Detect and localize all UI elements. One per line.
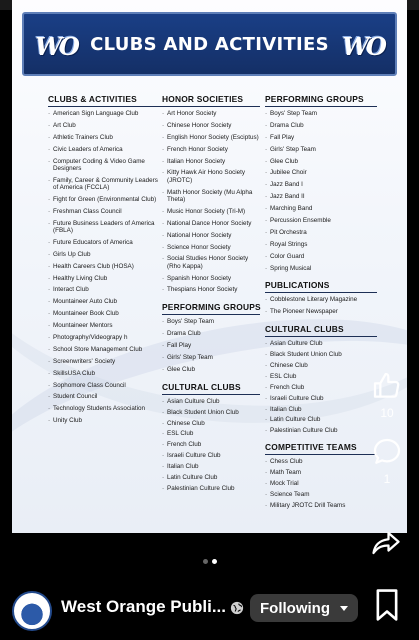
list-item: · Royal Strings [265,241,377,248]
action-rail [367,368,407,500]
school-logo: WO [342,31,384,61]
like-count: 10 [380,406,394,420]
carousel-dot-active[interactable] [212,559,217,564]
competitive-list [265,458,377,509]
poster-banner [22,12,397,76]
list-item: · Black Student Union Club [265,351,377,358]
list-item: · Jazz Band II [265,193,377,200]
list-item: · Chinese Club [265,362,377,369]
list-item: · School Store Management Club [48,346,164,353]
section-heading: CULTURAL CLUBS [162,382,260,395]
list-item: · Pit Orchestra [265,229,377,236]
list-item: · SkillsUSA Club [48,370,164,377]
list-item: · Math Honor Society (Mu Alpha Theta) [162,189,260,204]
list-item: · Thespians Honor Society [162,286,260,293]
performing-list [265,110,377,272]
list-item: · Israeli Culture Club [162,452,260,459]
list-item: · National Dance Honor Society [162,220,260,227]
poster-title: CLUBS AND ACTIVITIES [90,33,329,55]
list-item: · ESL Club [162,430,260,437]
list-item: · Fight for Green (Environmental Club) [48,196,164,203]
avatar-image [15,594,49,628]
list-item: · Science Honor Society [162,244,260,251]
list-item: · Jubilee Choir [265,169,377,176]
list-item: · Art Club [48,122,164,129]
list-item: · Girls' Step Team [162,354,260,361]
cultural-list [265,340,377,434]
section-heading: CLUBS & ACTIVITIES [48,94,164,107]
list-item: · Cobblestone Literary Magazine [265,296,377,303]
list-item: · Healthy Living Club [48,275,164,282]
list-item: · Asian Culture Club [162,398,260,405]
section-heading: PERFORMING GROUPS [162,302,260,315]
list-item: · Fall Play [162,342,260,349]
poster-image [12,0,407,533]
chevron-down-icon [340,606,348,611]
list-item: · Girls Up Club [48,251,164,258]
share-icon [371,530,401,556]
list-item: · Jazz Band I [265,181,377,188]
column-honor [162,94,260,496]
like-button[interactable] [369,368,405,404]
list-item: · Screenwriters' Society [48,358,164,365]
list-item: · Music Honor Society (Tri-M) [162,208,260,215]
list-item: · Mountaineer Auto Club [48,298,164,305]
list-item: · Boys' Step Team [162,318,260,325]
carousel-dots [0,559,419,564]
performing-list [162,318,260,373]
section-heading: PUBLICATIONS [265,280,377,293]
list-item: · Girls' Step Team [265,146,377,153]
following-button[interactable] [250,594,358,622]
list-item: · Glee Club [265,158,377,165]
list-item: · Chess Club [265,458,377,465]
list-item: · The Pioneer Newspaper [265,308,377,315]
column-performing [265,94,377,513]
carousel-dot[interactable] [203,559,208,564]
list-item: · Italian Club [265,406,377,413]
comment-icon [371,436,403,468]
honor-list [162,110,260,294]
list-item: · Photography/Videograpy h [48,334,164,341]
list-item: · Marching Band [265,205,377,212]
bookmark-icon[interactable] [373,588,401,622]
list-item: · Student Council [48,393,164,400]
list-item: · Italian Club [162,463,260,470]
list-item: · National Honor Society [162,232,260,239]
list-item: · Technology Students Association [48,405,164,412]
avatar[interactable] [12,591,52,631]
list-item: · Unity Club [48,417,164,424]
comment-button[interactable] [369,434,405,470]
section-heading: HONOR SOCIETIES [162,94,260,107]
list-item: · Art Honor Society [162,110,260,117]
list-item: · Health Careers Club (HOSA) [48,263,164,270]
list-item: · Future Business Leaders of America (FBLA) [48,220,164,235]
list-item: · Spanish Honor Society [162,275,260,282]
list-item: · American Sign Language Club [48,110,164,117]
list-item: · Israeli Culture Club [265,395,377,402]
list-item: · Spring Musical [265,265,377,272]
comment-count: 1 [383,472,391,486]
list-item: · French Honor Society [162,146,260,153]
like-icon [371,370,403,402]
list-item: · Palestinian Culture Club [162,485,260,492]
list-item: · French Club [162,441,260,448]
list-item: · Chinese Club [162,420,260,427]
list-item: · Latin Culture Club [162,474,260,481]
list-item: · Future Educators of America [48,239,164,246]
list-item: · Italian Honor Society [162,158,260,165]
list-item: · Civic Leaders of America [48,146,164,153]
list-item: · Asian Culture Club [265,340,377,347]
section-heading: CULTURAL CLUBS [265,324,377,337]
list-item: · Drama Club [162,330,260,337]
list-item: · Mountaineer Book Club [48,310,164,317]
list-item: · Sophomore Class Council [48,382,164,389]
list-item: · Family, Career & Community Leaders of America (FCCLA) [48,177,164,192]
following-label: Following [260,599,330,617]
list-item: · Black Student Union Club [162,409,260,416]
list-item: · Science Team [265,491,377,498]
list-item: · Athletic Trainers Club [48,134,164,141]
list-item: · French Club [265,384,377,391]
list-item: · Palestinian Culture Club [265,427,377,434]
section-heading: COMPETITIVE TEAMS [265,442,377,455]
list-item: · Drama Club [265,122,377,129]
column-clubs [48,94,164,429]
list-item: · Percussion Ensemble [265,217,377,224]
list-item: · Glee Club [162,366,260,373]
list-item: · Kitty Hawk Air Hono Society (JROTC) [162,169,260,184]
list-item: · Social Studies Honor Society (Rho Kappa) [162,255,260,270]
list-item: · Computer Coding & Video Game Designers [48,158,164,173]
publications-list [265,296,377,315]
list-item: · Mountaineer Mentors [48,322,164,329]
list-item: · ESL Club [265,373,377,380]
list-item: · Math Team [265,469,377,476]
list-item: · Latin Culture Club [265,416,377,423]
list-item: · Chinese Honor Society [162,122,260,129]
section-heading: PERFORMING GROUPS [265,94,377,107]
globe-icon [230,601,244,615]
list-item: · Freshman Class Council [48,208,164,215]
list-item: · Mock Trial [265,480,377,487]
list-item: · Boys' Step Team [265,110,377,117]
list-item: · Military JROTC Drill Teams [265,502,377,509]
share-button[interactable] [369,528,403,558]
list-item: · Color Guard [265,253,377,260]
list-item: · Fall Play [265,134,377,141]
list-item: · English Honor Society (Esciptus) [162,134,260,141]
cultural-list [162,398,260,492]
school-logo: WO [35,31,77,61]
clubs-list [48,110,164,425]
page-name[interactable]: West Orange Publi... [61,597,226,616]
list-item: · Interact Club [48,286,164,293]
